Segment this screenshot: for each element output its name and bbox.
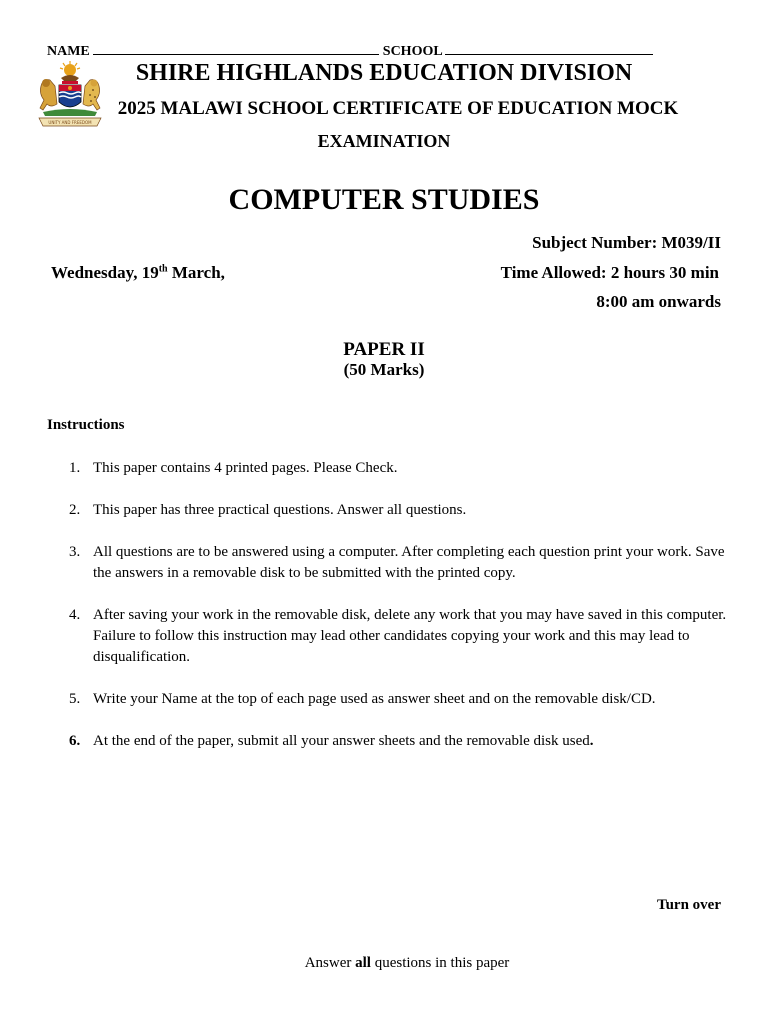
date-day: Wednesday, 19 — [51, 263, 159, 282]
instruction-number: 4. — [69, 607, 81, 623]
school-blank — [445, 42, 653, 55]
footer-suffix: questions in this paper — [370, 955, 510, 971]
footer-note — [0, 955, 768, 972]
school-label: SCHOOL — [382, 44, 442, 59]
division-title: SHIRE HIGHLANDS EDUCATION DIVISION — [135, 60, 633, 86]
instruction-number: 5. — [69, 691, 81, 707]
name-school-line — [47, 42, 653, 60]
instruction-item — [47, 731, 727, 752]
exam-date — [51, 263, 225, 283]
instruction-text: Write your Name at the top of each page used as answer sheet and on the removable disk/CD. — [93, 691, 656, 707]
footer-prefix: Answer — [304, 955, 356, 971]
start-time: 8:00 am onwards — [596, 292, 721, 311]
instructions-list — [47, 458, 727, 773]
instruction-item — [47, 500, 727, 521]
name-label: NAME — [47, 44, 90, 59]
exam-title-line1: 2025 MALAWI SCHOOL CERTIFICATE OF EDUCATION MOCK — [117, 98, 679, 119]
date-month: March, — [167, 263, 225, 282]
instruction-text: At the end of the paper, submit all your answer sheets and the removable disk used — [93, 733, 590, 749]
name-blank — [93, 42, 379, 55]
instruction-text: All questions are to be answered using a computer. After completing each question print your work. Save the answers in a removable disk to be submitted with the printed copy. — [93, 544, 725, 581]
date-ordinal: th — [158, 263, 168, 275]
crest-motto: UNITY AND FREEDOM — [48, 120, 92, 125]
exam-title-line2: EXAMINATION — [317, 131, 451, 151]
instructions-heading: Instructions — [47, 417, 125, 433]
instruction-number: 3. — [69, 544, 81, 560]
paper-marks: (50 Marks) — [343, 360, 425, 379]
instruction-text: This paper has three practical questions. Answer all questions. — [93, 502, 467, 518]
footer-bold: all — [355, 955, 371, 971]
instruction-item — [47, 689, 727, 710]
paper-title: PAPER II — [343, 339, 425, 360]
instruction-number: 1. — [69, 460, 81, 476]
instruction-item — [47, 542, 727, 584]
instruction-text: After saving your work in the removable disk, delete any work that you may have saved in this computer. Failure to follow this instruction may lead other candidates copying your work and this may lead to disqualification. — [93, 607, 727, 665]
instruction-item — [47, 458, 727, 479]
instruction-number: 2. — [69, 502, 81, 518]
instruction-end: . — [589, 733, 594, 749]
instruction-text: This paper contains 4 printed pages. Please Check. — [93, 460, 398, 476]
turn-over: Turn over — [656, 897, 721, 913]
instruction-number: 6. — [69, 733, 81, 749]
subject-number: Subject Number: M039/II — [532, 233, 721, 252]
time-allowed: Time Allowed: 2 hours 30 min — [500, 263, 719, 282]
subject-title: COMPUTER STUDIES — [228, 183, 540, 216]
instruction-item — [47, 605, 727, 668]
